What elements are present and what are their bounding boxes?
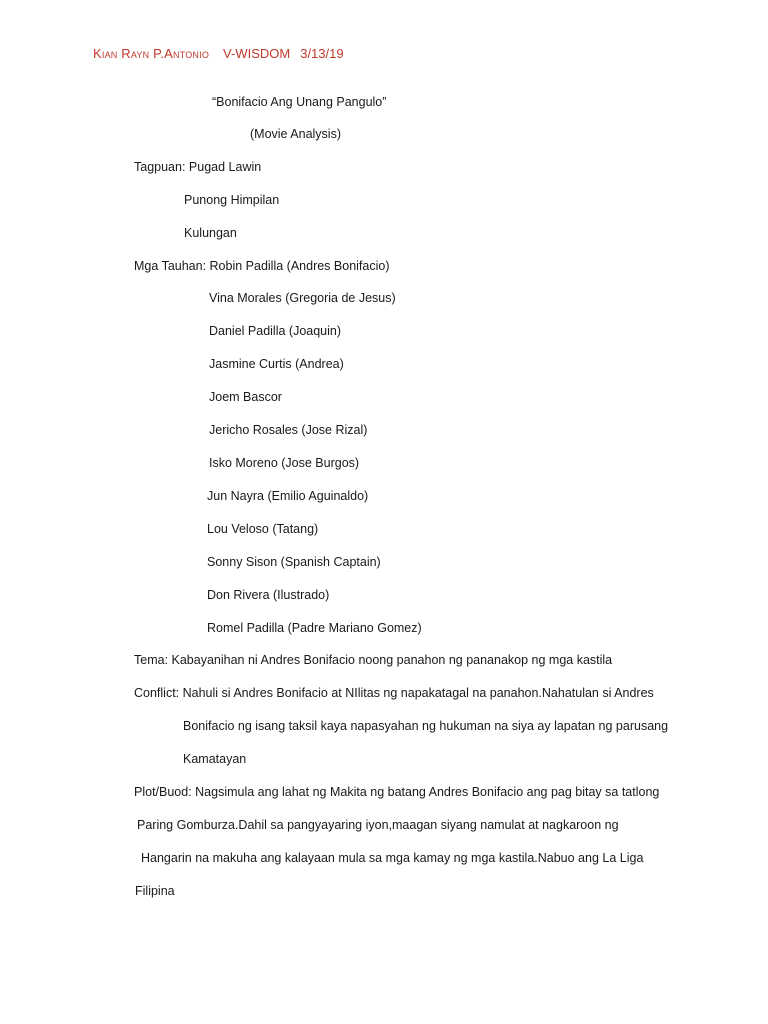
tauhan-item: Don Rivera (Ilustrado) xyxy=(207,588,330,602)
tauhan-item: Jun Nayra (Emilio Aguinaldo) xyxy=(207,489,369,503)
tauhan-item: Lou Veloso (Tatang) xyxy=(207,522,319,536)
student-name: Kian Rayn P.Antonio xyxy=(93,46,210,61)
conflict-line: Conflict: Nahuli si Andres Bonifacio at NIlitas ng napakatagal na panahon.Nahatulan si Andres xyxy=(134,686,654,700)
tauhan-item: Jasmine Curtis (Andrea) xyxy=(209,357,344,371)
document-title: “Bonifacio Ang Unang Pangulo” xyxy=(212,95,387,109)
tagpuan-item: Kulungan xyxy=(184,226,237,240)
document-subtitle: (Movie Analysis) xyxy=(250,127,341,141)
tauhan-item: Romel Padilla (Padre Mariano Gomez) xyxy=(207,621,422,635)
tagpuan-line xyxy=(134,159,261,175)
tauhan-line xyxy=(134,258,390,274)
tauhan-item: Vina Morales (Gregoria de Jesus) xyxy=(209,291,396,305)
tauhan-item: Isko Moreno (Jose Burgos) xyxy=(209,456,360,470)
conflict-line: Kamatayan xyxy=(183,752,247,766)
tema-line: Tema: Kabayanihan ni Andres Bonifacio noong panahon ng pananakop ng mga kastila xyxy=(134,653,613,667)
plot-line: Plot/Buod: Nagsimula ang lahat ng Makita ng batang Andres Bonifacio ang pag bitay sa tatlong xyxy=(134,785,660,799)
document-date: 3/13/19 xyxy=(300,46,344,61)
tagpuan-item: Pugad Lawin xyxy=(188,160,262,174)
tauhan-item: Joem Bascor xyxy=(209,390,282,404)
plot-line: Filipina xyxy=(135,884,175,898)
tauhan-item: Jericho Rosales (Jose Rizal) xyxy=(209,423,368,437)
document-header xyxy=(93,46,344,62)
tagpuan-item: Punong Himpilan xyxy=(184,193,280,207)
plot-line: Hangarin na makuha ang kalayaan mula sa mga kamay ng mga kastila.Nabuo ang La Liga xyxy=(141,851,644,865)
tauhan-item: Robin Padilla (Andres Bonifacio) xyxy=(209,259,390,273)
tagpuan-label: Tagpuan: xyxy=(134,160,186,174)
tauhan-label: Mga Tauhan: xyxy=(134,259,207,273)
tauhan-item: Sonny Sison (Spanish Captain) xyxy=(207,555,381,569)
plot-line: Paring Gomburza.Dahil sa pangyayaring iyon,maagan siyang namulat at nagkaroon ng xyxy=(137,818,619,832)
tauhan-item: Daniel Padilla (Joaquin) xyxy=(209,324,342,338)
section-name: V-WISDOM xyxy=(223,46,291,61)
conflict-line: Bonifacio ng isang taksil kaya napasyahan ng hukuman na siya ay lapatan ng parusang xyxy=(183,719,669,733)
